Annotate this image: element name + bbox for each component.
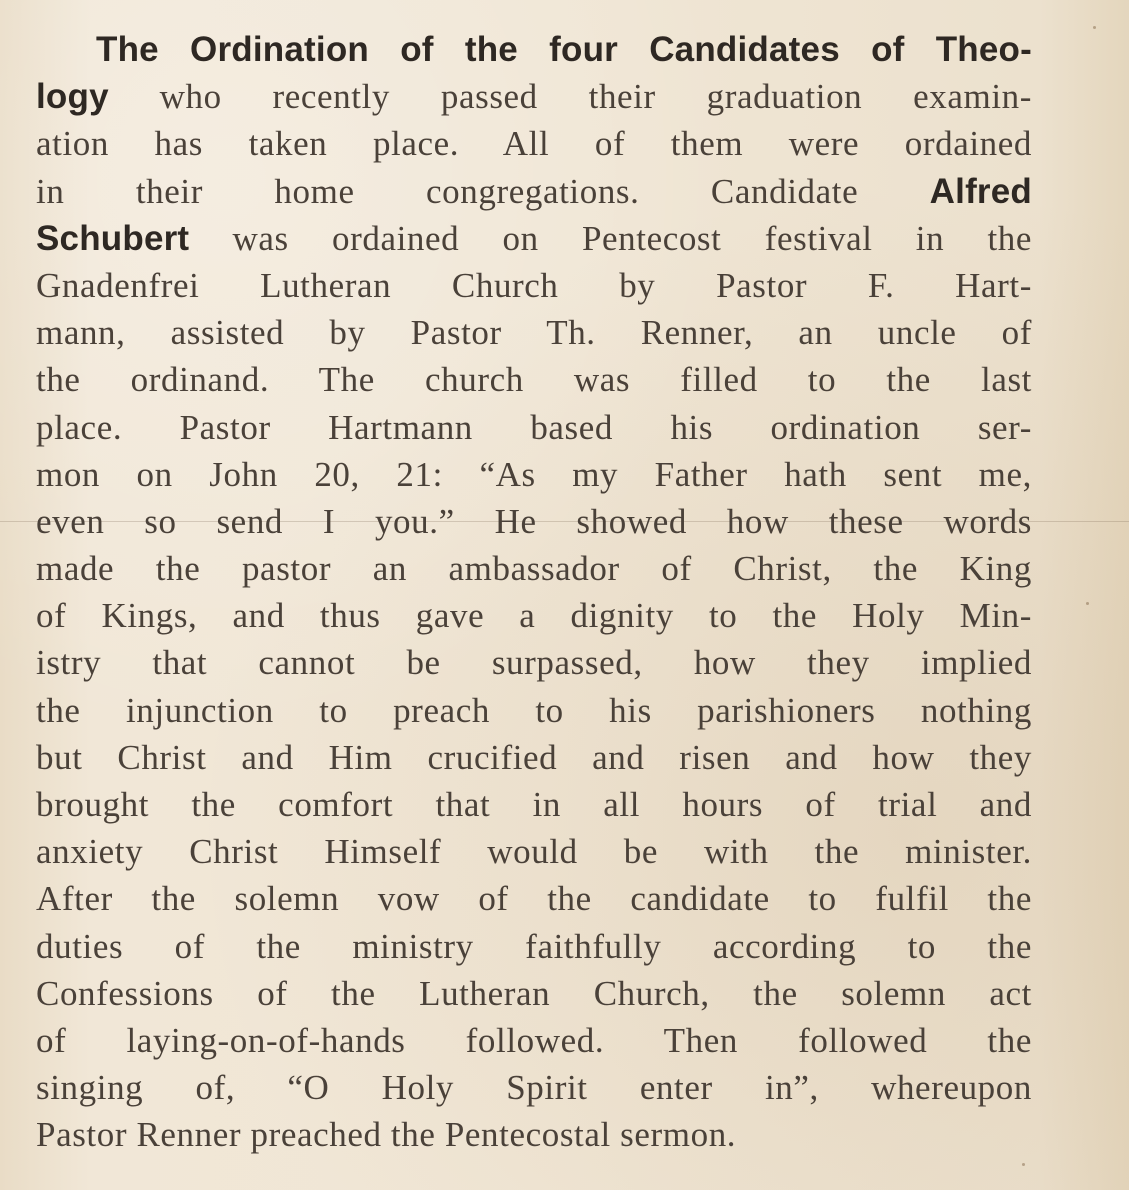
text-line: place. Pastor Hartmann based his ordination ser-: [36, 407, 1032, 447]
text-line: the injunction to preach to his parishioners nothing: [36, 690, 1032, 730]
text-line: mann, assisted by Pastor Th. Renner, an uncle of: [36, 313, 1032, 353]
text-line: Confessions of the Lutheran Church, the solemn act: [36, 973, 1032, 1013]
text-line: duties of the ministry faithfully according to the: [36, 926, 1032, 966]
text-line: The Ordination of the four Candidates of Theo-: [96, 30, 1032, 69]
text-line: istry that cannot be surpassed, how they implied: [36, 643, 1032, 683]
text-line: singing of, “O Holy Spirit enter in”, whereupon: [36, 1068, 1032, 1108]
text-line: Gnadenfrei Lutheran Church by Pastor F. Hart-: [36, 265, 1032, 305]
text-line: the ordinand. The church was filled to the last: [36, 360, 1032, 400]
paper-speck: [1093, 26, 1096, 29]
text-line: logy who recently passed their graduation examin-: [36, 77, 1032, 117]
text-line: anxiety Christ Himself would be with the minister.: [36, 832, 1032, 872]
article-body: [36, 26, 1032, 1159]
paper-speck: [1022, 1163, 1025, 1166]
text-line: After the solemn vow of the candidate to fulfil the: [36, 879, 1032, 919]
text-line: of Kings, and thus gave a dignity to the Holy Min-: [36, 596, 1032, 636]
text-line: brought the comfort that in all hours of trial and: [36, 785, 1032, 824]
text-line: ation has taken place. All of them were ordained: [36, 124, 1032, 164]
text-line: Schubert was ordained on Pentecost festival in the: [36, 218, 1032, 258]
text-line: Pastor Renner preached the Pentecostal sermon.: [36, 1115, 737, 1155]
paper-speck: [1086, 602, 1089, 605]
text-line: but Christ and Him crucified and risen and how they: [36, 737, 1032, 777]
text-line: made the pastor an ambassador of Christ, the King: [36, 549, 1032, 589]
text-line: of laying-on-of-hands followed. Then followed the: [36, 1020, 1032, 1060]
text-line: in their home congregations. Candidate Alfred: [36, 171, 1032, 211]
text-line: mon on John 20, 21: “As my Father hath sent me,: [36, 454, 1032, 494]
text-line: even so send I you.” He showed how these words: [36, 501, 1032, 541]
